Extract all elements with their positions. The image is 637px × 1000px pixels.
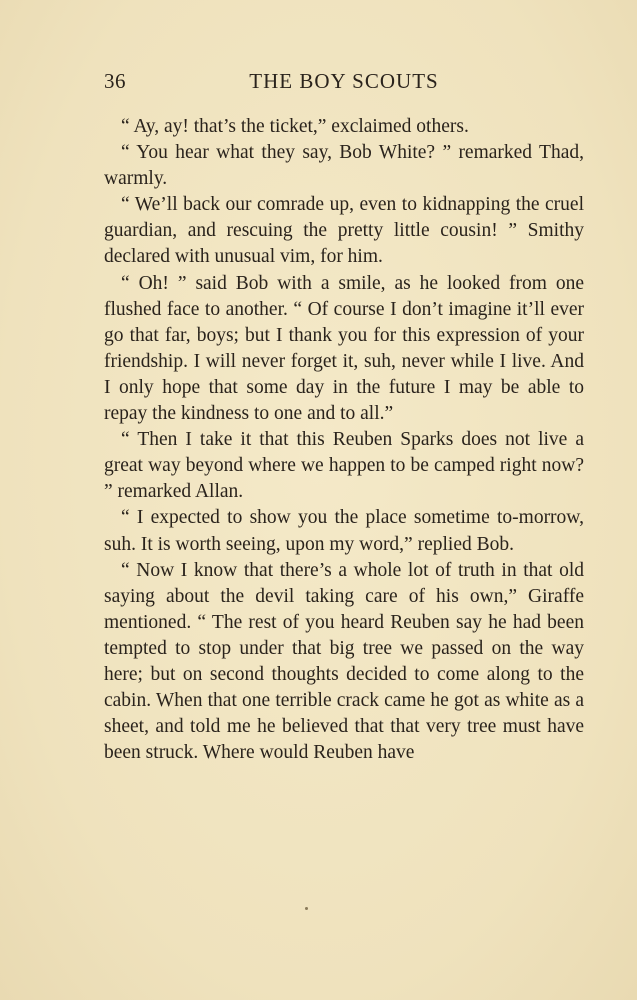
running-head: THE BOY SCOUTS <box>249 69 439 93</box>
page-number: 36 <box>104 69 126 93</box>
paragraph: “ Then I take it that this Reuben Sparks does not live a great way beyond where we happen to be camped right now? ” remarked Allan. <box>104 429 584 503</box>
paragraph: “ I expected to show you the place sometime to-morrow, suh. It is worth seeing, upon my word,” replied Bob. <box>104 507 584 555</box>
paragraph: “ We’ll back our comrade up, even to kidnapping the cruel guardian, and rescuing the pretty little cousin! ” Smithy declared with unusual vim, for him. <box>104 194 584 268</box>
page-header <box>104 66 584 96</box>
paragraph: “ Ay, ay! that’s the ticket,” exclaimed others. <box>121 116 469 137</box>
paragraph: “ Now I know that there’s a whole lot of truth in that old saying about the devil taking care of his own,” Giraffe mentioned. “ The rest of you heard Reuben say he had been tempted to stop under that big tree we passed on the way here; but on second thoughts decided to come along to the cabin. When that one terrible crack came he got as white as a sheet, and told me he believed that that very tree must have been struck. Where would Reuben have <box>104 559 584 764</box>
paragraph: “ Oh! ” said Bob with a smile, as he looked from one flushed face to another. “ Of course I don’t imagine it’ll ever go that far, boys; but I thank you for this expression of your friendship. I will never forget it, suh, never while I live. And I only hope that some day in the future I may be able to repay the kindness to one and to all.” <box>104 272 584 425</box>
paragraph: “ You hear what they say, Bob White? ” remarked Thad, warmly. <box>104 142 584 190</box>
body-text <box>104 114 584 766</box>
paper-speck <box>305 907 308 910</box>
